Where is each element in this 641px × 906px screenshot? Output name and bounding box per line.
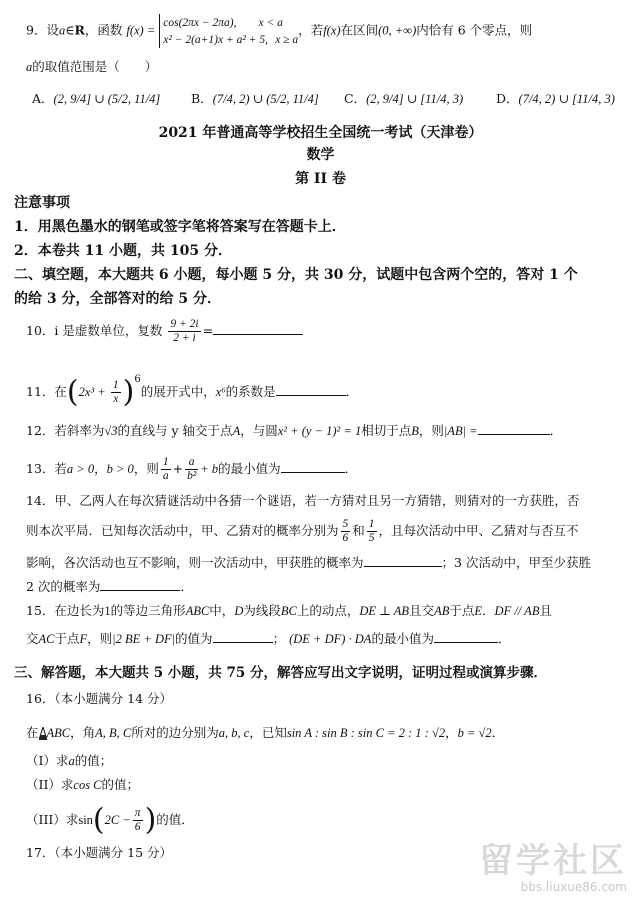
q15-line2: 交AC于点F，则|2 BE + DF|的值为 ； (DE + DF) · DA的最小值为 ． — [26, 631, 511, 646]
question-number: 17． — [26, 845, 55, 860]
q10-text: = — [202, 323, 214, 338]
q16-text: 的值． — [156, 812, 194, 827]
function-name: f(x) = — [126, 23, 156, 38]
question-number: 16． — [26, 691, 55, 706]
q16-text: ，已知 — [249, 725, 287, 740]
q15-line1 — [26, 602, 627, 620]
option-text: (2, 9/4] ∪ [11/4, 3) — [366, 92, 464, 106]
exam-title: 2021 年普通高等学校招生全国统一考试（天津卷） — [158, 125, 483, 141]
b-value: b = √2 — [457, 726, 492, 740]
segment: |AB| = — [443, 424, 478, 438]
option-label: C． — [344, 91, 367, 106]
section3-heading: 三、解答题，本大题共 5 小题，共 75 分，解答应写出文字说明，证明过程或演算步骤． — [14, 665, 547, 681]
set-R: R — [74, 22, 85, 38]
q11-text: 在 — [54, 384, 67, 399]
q15-text: 交 — [26, 631, 39, 646]
q9-options — [26, 90, 627, 114]
fraction — [168, 318, 200, 345]
term: + b — [200, 462, 219, 476]
numerator: a — [185, 456, 198, 470]
answer-blank[interactable] — [478, 422, 550, 435]
triangle: ABC — [185, 604, 210, 618]
var: a — [68, 754, 75, 768]
q9-text: 的取值范围是（ ） — [32, 59, 158, 74]
slope: √3 — [104, 424, 118, 438]
q16-stem — [26, 722, 627, 744]
q12-text: 若斜率为 — [54, 423, 105, 438]
plus: + — [172, 461, 184, 476]
q16-text: 在 — [26, 725, 39, 740]
right-paren: ) — [122, 374, 135, 410]
numerator: 9 + 2i — [170, 318, 199, 330]
var-a: a — [58, 23, 66, 38]
fraction — [367, 518, 377, 545]
q9-text: ，若 — [298, 22, 324, 38]
q16-part3 — [26, 800, 627, 840]
answer-blank[interactable] — [100, 578, 180, 591]
denominator: 6 — [134, 821, 141, 833]
denominator: x — [113, 393, 119, 405]
q11-text: 的展开式中， — [140, 384, 216, 399]
point: F — [79, 632, 88, 646]
option-c — [344, 90, 463, 108]
question-number: 13． — [26, 461, 55, 476]
condition: a > 0 — [66, 462, 95, 476]
denominator: 2 + i — [173, 332, 196, 344]
condition: b > 0 — [106, 462, 134, 476]
q16-text: 所对的边分别为 — [131, 725, 219, 740]
q15-text: 于点 — [449, 603, 475, 618]
segment: BC — [280, 604, 297, 618]
cond2: x ≥ a — [275, 34, 299, 46]
f-of-x: f(x) — [323, 23, 341, 38]
value: 1 — [104, 604, 111, 618]
notes-item: 2．本卷共 11 小题，共 105 分． — [14, 243, 232, 259]
q12: 12．若斜率为√3的直线与 y 轴交于点A，与圆x² + (y − 1)² = 1相切于点B，则|AB| = ． — [26, 423, 563, 438]
relation: DE ⊥ AB — [359, 604, 410, 618]
option-label: B． — [191, 91, 213, 106]
exponent: 6 — [134, 374, 141, 385]
point: E — [474, 604, 483, 618]
option-label: A． — [32, 91, 54, 106]
numerator: π — [134, 807, 141, 819]
triangle: ABC — [46, 726, 71, 740]
q14-line1 — [26, 492, 627, 510]
q16-text: （III）求 — [26, 812, 79, 827]
q14-text: ；3 次活动中，甲至少获胜 — [441, 555, 591, 570]
vector-expr: |2 BE + DF| — [112, 632, 176, 646]
denominator: 5 — [368, 532, 375, 544]
question-number: 14． — [26, 493, 55, 508]
q9-text: ，函数 — [84, 22, 123, 38]
score: （本小题满分 15 分） — [54, 845, 173, 860]
numerator: 1 — [162, 456, 169, 468]
watermark-logo: 留学社区 — [479, 841, 627, 881]
option-text: (7/4, 2) ∪ [11/4, 3) — [518, 92, 615, 106]
q15-text: 且交 — [409, 603, 435, 618]
q14-line4: 2 次的概率为 ． — [26, 579, 193, 594]
q16-part1 — [26, 752, 627, 770]
q15-text: 在边长为 — [54, 603, 105, 618]
q16-text: ． — [491, 725, 505, 740]
angles: A, B, C — [95, 726, 132, 740]
q15-text: 的值为 — [175, 631, 213, 646]
point-a: A — [232, 424, 241, 438]
piecewise-function — [159, 14, 298, 48]
exam-volume: 第 II 卷 — [295, 171, 346, 187]
q9-text: 设 — [46, 22, 59, 38]
vector-expr: (DE + DF) · DA — [289, 632, 372, 646]
denominator: b² — [187, 470, 197, 482]
q12-text: 相切于点 — [361, 423, 412, 438]
denominator: 6 — [342, 532, 349, 544]
notes-heading: 注意事项 — [14, 195, 70, 211]
case2: x² − 2(a+1)x + a² + 5, — [163, 34, 268, 46]
q16-header — [26, 690, 627, 708]
q10 — [26, 314, 627, 348]
q16-part2 — [26, 776, 627, 794]
fraction — [133, 807, 143, 834]
q15-text: 的等边三角形 — [110, 603, 186, 618]
q14-text: 和 — [352, 523, 365, 538]
section2-heading-cont: 的给 3 分，全部答对的给 5 分． — [14, 291, 221, 307]
question-number: 10． — [26, 323, 55, 338]
case1: cos(2πx − 2πa), — [163, 17, 237, 29]
numerator: 1 — [368, 518, 375, 530]
q12-text: 的直线与 y 轴交于点 — [117, 423, 233, 438]
q16-text: ， — [445, 725, 458, 740]
answer-blank[interactable] — [281, 460, 345, 473]
term: x⁶ — [215, 385, 226, 399]
q9-line1: 9．设a∈R，函数 f(x) = cos(2πx − 2πa), x < a x² − 2(a+1)x + a² + 5, x ≥ a ，若f(x)在区间(0, +∞)内恰有 6 个零点，则 — [26, 14, 627, 40]
question-number: 15． — [26, 603, 55, 618]
question-number: 9． — [26, 22, 47, 38]
option-a — [32, 90, 160, 108]
q16-text: （I）求 — [26, 753, 69, 768]
answer-blank[interactable] — [364, 554, 442, 567]
notes-item: 1．用黑色墨水的钢笔或签字笔将答案写在答题卡上． — [14, 219, 346, 235]
q14-line2 — [26, 514, 627, 548]
q11: 11．在(2x³ + $\frac{1}{x}$ )$^6$的展开式中，x⁶的系数是 ． — [26, 374, 359, 410]
fraction — [341, 518, 351, 545]
option-text: (2, 9/4] ∪ (5/2, 11/4] — [53, 92, 161, 106]
relation: DF // AB — [494, 604, 540, 618]
q14-text: 甲、乙两人在每次猜谜活动中各猜一个谜语，若一方猜对且另一方猜错，则猜对的一方获胜，否 — [54, 493, 580, 508]
interval: (0, +∞) — [378, 23, 417, 38]
right-paren: ) — [144, 802, 157, 838]
q13-text: 的最小值为 — [218, 461, 281, 476]
q10-text: i 是虚数单位，复数 — [54, 323, 163, 338]
q11-text: 的系数是 — [225, 384, 276, 399]
var-a: a — [26, 60, 33, 74]
ratio: sin A : sin B : sin C = 2 : 1 : √2 — [286, 726, 446, 740]
expr: 2x³ + — [78, 385, 109, 399]
answer-blank[interactable] — [434, 630, 498, 643]
q12-text: ，则 — [418, 423, 444, 438]
q14-text: 影响，各次活动也互不影响，则一次活动中，甲获胜的概率为 — [26, 555, 364, 570]
watermark — [479, 842, 627, 894]
segment: AB — [434, 604, 450, 618]
circle-eq: x² + (y − 1)² = 1 — [277, 424, 362, 438]
q16-text: （II）求 — [26, 777, 74, 792]
q15-text: ． — [482, 603, 495, 618]
q12-text: ，与圆 — [240, 423, 278, 438]
fraction — [161, 456, 171, 483]
numerator: 5 — [342, 518, 349, 530]
cond1: x < a — [258, 17, 283, 29]
q9-text: 内恰有 6 个零点，则 — [416, 22, 533, 38]
left-paren: ( — [66, 374, 79, 410]
q15-text: 中， — [209, 603, 235, 618]
option-label: D． — [496, 91, 519, 106]
q14-text: 2 次的概率为 — [26, 579, 101, 594]
var: cos C — [73, 778, 102, 792]
watermark-url: bbs.liuxue86.com — [520, 880, 627, 894]
expr: 2C − — [104, 813, 131, 827]
q16-text: 的值； — [101, 777, 140, 792]
fraction — [185, 456, 198, 483]
numerator: 1 — [112, 379, 119, 391]
q15-text: 为线段 — [243, 603, 281, 618]
q15-text: 且 — [539, 603, 552, 618]
q9-line2 — [26, 58, 627, 76]
q15-text: 于点 — [54, 631, 80, 646]
q14-line3 — [26, 554, 627, 572]
point: D — [234, 604, 244, 618]
option-b — [191, 90, 319, 108]
q15-text: 上的动点， — [296, 603, 360, 618]
q16-text: ，角 — [70, 725, 96, 740]
q15-text: ，则 — [87, 631, 113, 646]
question-number: 11． — [26, 384, 55, 399]
q13-text: ，则 — [133, 461, 159, 476]
q14-text: 则本次平局．已知每次活动中，甲、乙猜对的概率分别为 — [26, 523, 339, 538]
func: sin — [78, 813, 93, 827]
q13: 13．若a > 0，b > 0，则 $\frac{1}{a}$ + $\frac{a}{\text{b²}}$ + b的最小值为 ． — [26, 456, 358, 482]
score: （本小题满分 14 分） — [54, 691, 173, 706]
q13-text: 若 — [54, 461, 67, 476]
q13-text: ， — [94, 461, 107, 476]
q15-text: 的最小值为 — [371, 631, 434, 646]
option-d — [496, 90, 615, 108]
option-text: (7/4, 2) ∪ (5/2, 11/4] — [212, 92, 319, 106]
q9-text: 在区间 — [340, 22, 379, 38]
q15-text: ； — [272, 631, 286, 646]
fraction — [111, 379, 121, 406]
q16-text: 的值； — [74, 753, 113, 768]
answer-blank[interactable] — [213, 322, 303, 335]
section2-heading: 二、填空题，本大题共 6 小题，每小题 5 分，共 30 分，试题中包含两个空的，答对 1 个 — [14, 267, 578, 283]
exam-subject: 数学 — [306, 147, 335, 163]
question-number: 12． — [26, 423, 55, 438]
answer-blank[interactable] — [213, 630, 273, 643]
q14-text: ，且每次活动中甲、乙猜对与否互不 — [378, 523, 579, 538]
denominator: a — [162, 470, 169, 482]
left-paren: ( — [92, 802, 105, 838]
answer-blank[interactable] — [276, 383, 346, 396]
segment: AC — [38, 632, 55, 646]
triangle-icon — [39, 727, 47, 740]
point-b: B — [411, 424, 419, 438]
sides: a, b, c — [218, 726, 250, 740]
